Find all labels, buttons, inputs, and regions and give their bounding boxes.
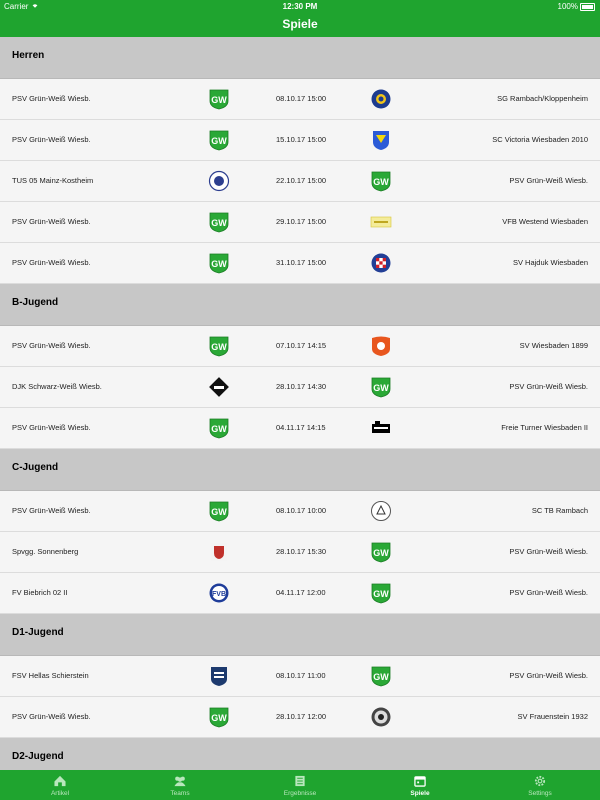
- away-team: SG Rambach/Kloppenheim: [497, 94, 588, 103]
- tab-spiele[interactable]: [360, 770, 480, 800]
- results-icon: [293, 775, 307, 787]
- away-team: PSV Grün-Weiß Wiesb.: [509, 588, 588, 597]
- tb-rambach-logo: [370, 500, 392, 522]
- section-title: C-Jugend: [12, 462, 59, 473]
- freie-turner-logo: [370, 417, 392, 439]
- match-date: 28.10.17 12:00: [276, 712, 327, 721]
- match-date: 29.10.17 15:00: [276, 217, 327, 226]
- away-team: SC Victoria Wiesbaden 2010: [492, 135, 588, 144]
- away-team: SV Frauenstein 1932: [517, 712, 588, 721]
- sv1899-logo: [370, 335, 392, 357]
- navigation-bar: [0, 14, 600, 37]
- match-row[interactable]: [0, 656, 600, 697]
- djk-logo: [208, 376, 230, 398]
- tus-kostheim-logo: [208, 170, 230, 192]
- away-team: SV Wiesbaden 1899: [519, 341, 588, 350]
- victoria-logo: [370, 129, 392, 151]
- away-team: PSV Grün-Weiß Wiesb.: [509, 382, 588, 391]
- tab-label: Teams: [170, 790, 190, 797]
- match-date: 08.10.17 15:00: [276, 94, 327, 103]
- svg-text:GW: GW: [211, 259, 227, 269]
- svg-text:GW: GW: [211, 136, 227, 146]
- section-title: D1-Jugend: [12, 627, 64, 638]
- psv-logo: [208, 129, 230, 151]
- match-list[interactable]: [0, 37, 600, 770]
- home-team: TUS 05 Mainz-Kostheim: [12, 176, 94, 185]
- match-row[interactable]: [0, 161, 600, 202]
- match-date: 04.11.17 14:15: [276, 423, 326, 432]
- carrier-label: Carrier: [4, 2, 38, 11]
- psv-logo: [370, 582, 392, 604]
- away-team: SC TB Rambach: [531, 506, 588, 515]
- section-header: [0, 738, 600, 770]
- home-team: FV Biebrich 02 II: [12, 588, 68, 597]
- home-team: PSV Grün-Weiß Wiesb.: [12, 423, 91, 432]
- psv-logo: [370, 170, 392, 192]
- psv-logo: [370, 376, 392, 398]
- tab-label: Spiele: [410, 790, 430, 797]
- hajduk-logo: [370, 252, 392, 274]
- calendar-icon: [413, 775, 427, 787]
- westend-logo: [370, 211, 392, 233]
- match-row[interactable]: [0, 573, 600, 614]
- psv-logo: [208, 706, 230, 728]
- section-title: Herren: [12, 50, 45, 61]
- svg-text:GW: GW: [211, 507, 227, 517]
- page-title: Spiele: [282, 17, 318, 31]
- tab-bar: [0, 770, 600, 800]
- teams-icon: [173, 775, 187, 787]
- hellas-logo: [208, 665, 230, 687]
- tab-settings[interactable]: [480, 770, 600, 800]
- match-date: 07.10.17 14:15: [276, 341, 327, 350]
- match-row[interactable]: [0, 532, 600, 573]
- away-team: VFB Westend Wiesbaden: [502, 217, 588, 226]
- psv-logo: [208, 500, 230, 522]
- away-team: PSV Grün-Weiß Wiesb.: [509, 671, 588, 680]
- match-date: 15.10.17 15:00: [276, 135, 327, 144]
- match-date: 22.10.17 15:00: [276, 176, 327, 185]
- home-team: PSV Grün-Weiß Wiesb.: [12, 341, 91, 350]
- svg-text:GW: GW: [373, 177, 389, 187]
- svg-text:GW: GW: [373, 672, 389, 682]
- svg-text:GW: GW: [211, 218, 227, 228]
- tab-ergebnisse[interactable]: [240, 770, 360, 800]
- psv-logo: [208, 417, 230, 439]
- home-icon: [53, 775, 67, 787]
- svg-text:GW: GW: [373, 383, 389, 393]
- status-time: 12:30 PM: [282, 2, 318, 11]
- svg-text:GW: GW: [373, 589, 389, 599]
- away-team: PSV Grün-Weiß Wiesb.: [509, 176, 588, 185]
- svg-text:GW: GW: [211, 713, 227, 723]
- status-bar: [0, 0, 600, 14]
- section-title: B-Jugend: [12, 297, 59, 308]
- match-row[interactable]: [0, 367, 600, 408]
- match-row[interactable]: [0, 326, 600, 367]
- match-date: 31.10.17 15:00: [276, 258, 327, 267]
- match-date: 28.10.17 14:30: [276, 382, 327, 391]
- biebrich-logo: [208, 582, 230, 604]
- match-row[interactable]: [0, 202, 600, 243]
- away-team: PSV Grün-Weiß Wiesb.: [509, 547, 588, 556]
- match-date: 04.11.17 12:00: [276, 588, 326, 597]
- section-header: [0, 37, 600, 79]
- psv-logo: [370, 665, 392, 687]
- tab-artikel[interactable]: [0, 770, 120, 800]
- battery-icon: [580, 3, 595, 11]
- match-date: 08.10.17 10:00: [276, 506, 327, 515]
- tab-label: Settings: [528, 790, 552, 797]
- tab-label: Artikel: [50, 790, 70, 797]
- home-team: PSV Grün-Weiß Wiesb.: [12, 506, 91, 515]
- match-row[interactable]: [0, 243, 600, 284]
- gear-icon: [533, 775, 547, 787]
- sg-rambach-logo: [370, 88, 392, 110]
- home-team: PSV Grün-Weiß Wiesb.: [12, 712, 91, 721]
- frauenstein-logo: [370, 706, 392, 728]
- psv-logo: [208, 252, 230, 274]
- sonnenberg-logo: [208, 541, 230, 563]
- match-row[interactable]: [0, 120, 600, 161]
- match-row[interactable]: [0, 697, 600, 738]
- home-team: Spvgg. Sonnenberg: [12, 547, 79, 556]
- svg-text:GW: GW: [211, 342, 227, 352]
- psv-logo: [208, 335, 230, 357]
- match-date: 28.10.17 15:30: [276, 547, 327, 556]
- section-title: D2-Jugend: [12, 751, 64, 762]
- psv-logo: [208, 88, 230, 110]
- away-team: Freie Turner Wiesbaden II: [501, 423, 588, 432]
- match-row[interactable]: [0, 79, 600, 120]
- tab-label: Ergebnisse: [283, 790, 317, 797]
- match-row[interactable]: [0, 491, 600, 532]
- section-header: [0, 614, 600, 656]
- svg-text:GW: GW: [373, 548, 389, 558]
- home-team: PSV Grün-Weiß Wiesb.: [12, 94, 91, 103]
- section-header: [0, 284, 600, 326]
- home-team: DJK Schwarz-Weiß Wiesb.: [12, 382, 102, 391]
- svg-text:FVB: FVB: [212, 591, 226, 598]
- tab-teams[interactable]: [120, 770, 240, 800]
- match-row[interactable]: [0, 408, 600, 449]
- svg-text:GW: GW: [211, 424, 227, 434]
- away-team: SV Hajduk Wiesbaden: [512, 258, 588, 267]
- home-team: PSV Grün-Weiß Wiesb.: [12, 135, 91, 144]
- psv-logo: [208, 211, 230, 233]
- home-team: FSV Hellas Schierstein: [12, 671, 89, 680]
- home-team: PSV Grün-Weiß Wiesb.: [12, 258, 91, 267]
- home-team: PSV Grün-Weiß Wiesb.: [12, 217, 91, 226]
- battery-percent: 100%: [557, 2, 578, 11]
- psv-logo: [370, 541, 392, 563]
- svg-text:GW: GW: [211, 95, 227, 105]
- section-header: [0, 449, 600, 491]
- match-date: 08.10.17 11:00: [276, 671, 326, 680]
